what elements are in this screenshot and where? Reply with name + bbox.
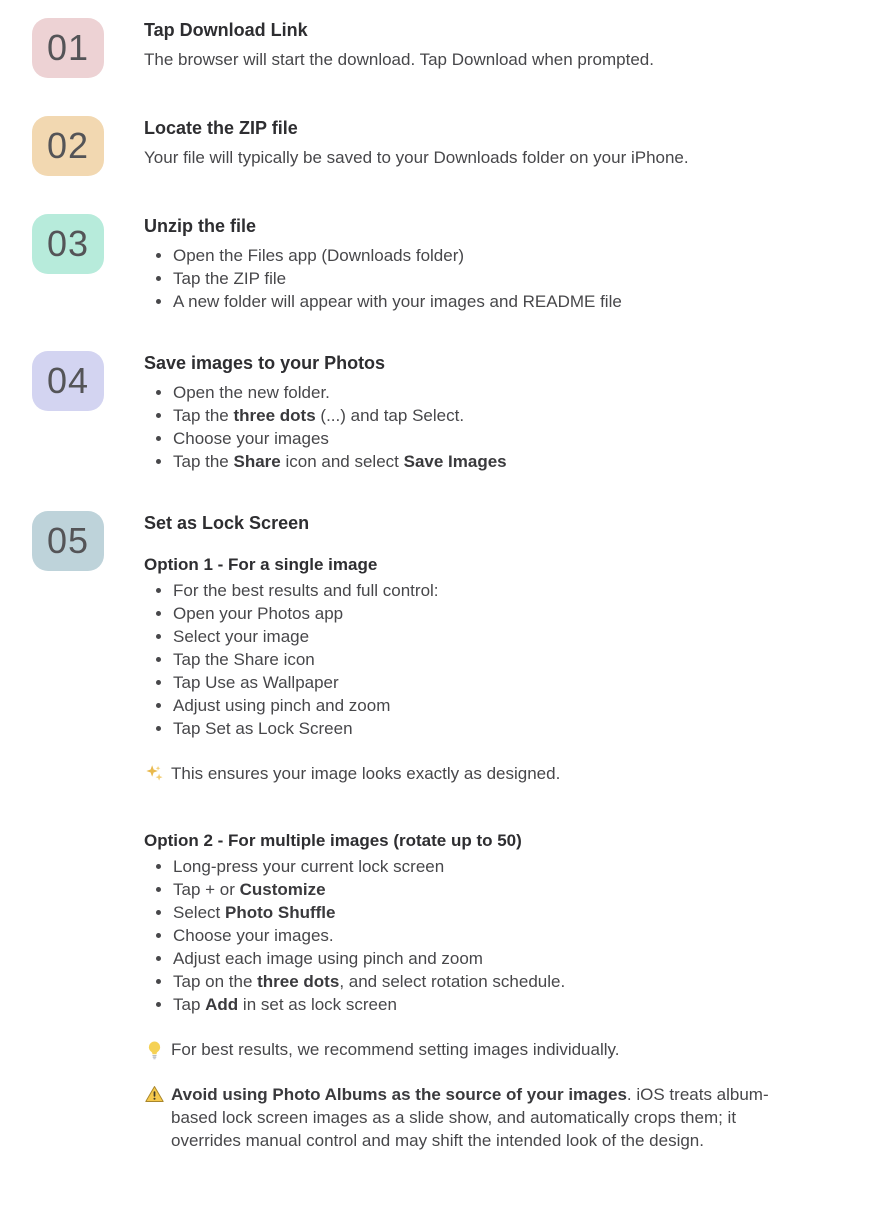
bullet-item <box>173 924 772 947</box>
bullet-item-text: Open your Photos app <box>173 604 344 623</box>
bullet-item <box>173 648 772 671</box>
step-03 <box>32 214 845 313</box>
bullet-item-bold-text: Add <box>205 995 239 1014</box>
bullet-item-text: Tap <box>173 995 206 1014</box>
bullet-item-text: Tap Set as Lock Screen <box>173 719 353 738</box>
step-number-badge: 04 <box>32 351 104 411</box>
bullet-item <box>173 381 772 404</box>
bullet-item-text: Tap on the <box>173 972 258 991</box>
step-02 <box>32 116 845 176</box>
step-01 <box>32 18 845 78</box>
bullet-item-text: Tap the <box>173 452 234 471</box>
bullet-item <box>173 855 772 878</box>
bullet-item-text: Tap + or <box>173 880 240 899</box>
step-number-badge: 01 <box>32 18 104 78</box>
bullet-item <box>173 290 772 313</box>
note-text <box>171 1038 772 1061</box>
bullet-item-text: For the best results and full control: <box>173 581 439 600</box>
option-subheading <box>144 553 772 576</box>
bullet-list <box>144 579 772 740</box>
bullet-item <box>173 602 772 625</box>
bullet-item-text: Choose your images. <box>173 926 334 945</box>
bullet-item <box>173 947 772 970</box>
bullet-item-text: Open the Files app (Downloads folder) <box>173 246 465 265</box>
step-number-badge: 05 <box>32 511 104 571</box>
warning-icon <box>144 1085 164 1103</box>
sparkles-icon <box>144 764 164 783</box>
bullet-item-text: Tap the <box>173 406 234 425</box>
step-number-badge: 02 <box>32 116 104 176</box>
bullet-item-bold-text: Customize <box>239 880 326 899</box>
note-text: For best results, we recommend setting images individually. <box>171 1040 620 1059</box>
bullet-item <box>173 244 772 267</box>
step-title: Locate the ZIP file <box>144 118 298 138</box>
note-text <box>171 1083 772 1152</box>
step-title: Unzip the file <box>144 216 256 236</box>
note <box>144 1038 772 1061</box>
bullet-item-text: icon and select <box>280 452 404 471</box>
bullet-item <box>173 427 772 450</box>
option-subheading-text: Option 1 - For a single image <box>144 555 378 574</box>
bullet-list <box>144 244 772 313</box>
bullet-item-text: Choose your images <box>173 429 329 448</box>
bullet-item-text: Select <box>173 903 225 922</box>
step-title: Save images to your Photos <box>144 353 386 373</box>
bullet-item-bold-text: three dots <box>257 972 340 991</box>
step-body <box>144 48 772 72</box>
step-body-text: The browser will start the download. Tap Download when prompted. <box>144 50 654 69</box>
bullet-item <box>173 694 772 717</box>
bullet-item-text: Adjust each image using pinch and zoom <box>173 949 483 968</box>
note <box>144 1083 772 1152</box>
bullet-item-bold-text: Save Images <box>403 452 507 471</box>
step-body <box>144 146 772 170</box>
bullet-item <box>173 267 772 290</box>
bullet-item-text: Tap the Share icon <box>173 650 315 669</box>
note-text: This ensures your image looks exactly as designed. <box>171 764 561 783</box>
bullet-item-text: in set as lock screen <box>238 995 397 1014</box>
bullet-item-text: (...) and tap Select. <box>315 406 465 425</box>
bullet-item-text: Long-press your current lock screen <box>173 857 445 876</box>
step-body-text: Your file will typically be saved to your Downloads folder on your iPhone. <box>144 148 689 167</box>
bullet-item <box>173 625 772 648</box>
steps-list <box>32 18 845 1152</box>
option-subheading <box>144 829 772 852</box>
bullet-item-text: Select your image <box>173 627 310 646</box>
step-title: Tap Download Link <box>144 20 308 40</box>
note-bold-text: Avoid using Photo Albums as the source of your images <box>171 1085 627 1104</box>
bullet-item-text: Open the new folder. <box>173 383 330 402</box>
bullet-list <box>144 381 772 473</box>
bullet-item-text: A new folder will appear with your images and README file <box>173 292 622 311</box>
bullet-item-bold-text: Share <box>233 452 281 471</box>
option-subheading-text: Option 2 - For multiple images (rotate up to 50) <box>144 831 522 850</box>
step-number-badge: 03 <box>32 214 104 274</box>
bullet-item <box>173 901 772 924</box>
step-content <box>144 116 772 176</box>
bullet-item-text: , and select rotation schedule. <box>339 972 566 991</box>
bullet-item-text: Tap Use as Wallpaper <box>173 673 339 692</box>
bullet-item <box>173 970 772 993</box>
bullet-item-text: Adjust using pinch and zoom <box>173 696 391 715</box>
bullet-item-bold-text: Photo Shuffle <box>224 903 336 922</box>
note-text <box>171 762 772 785</box>
lightbulb-icon <box>144 1040 164 1060</box>
bullet-item-bold-text: three dots <box>233 406 316 425</box>
note <box>144 762 772 785</box>
bullet-item <box>173 671 772 694</box>
bullet-item <box>173 717 772 740</box>
bullet-item <box>173 450 772 473</box>
step-content <box>144 214 772 313</box>
bullet-item-text: Tap the ZIP file <box>173 269 287 288</box>
bullet-item <box>173 579 772 602</box>
step-content <box>144 351 772 473</box>
step-title: Set as Lock Screen <box>144 513 310 533</box>
step-05 <box>32 511 845 1152</box>
bullet-item <box>173 993 772 1016</box>
step-content <box>144 18 772 78</box>
note-text: . iOS treats album-based lock screen images as a slide show, and automatically crops them; it overrides manual control and may shift the intended look of the design. <box>171 1085 769 1150</box>
bullet-item <box>173 878 772 901</box>
step-04 <box>32 351 845 473</box>
step-content <box>144 511 772 1152</box>
bullet-item <box>173 404 772 427</box>
bullet-list <box>144 855 772 1016</box>
